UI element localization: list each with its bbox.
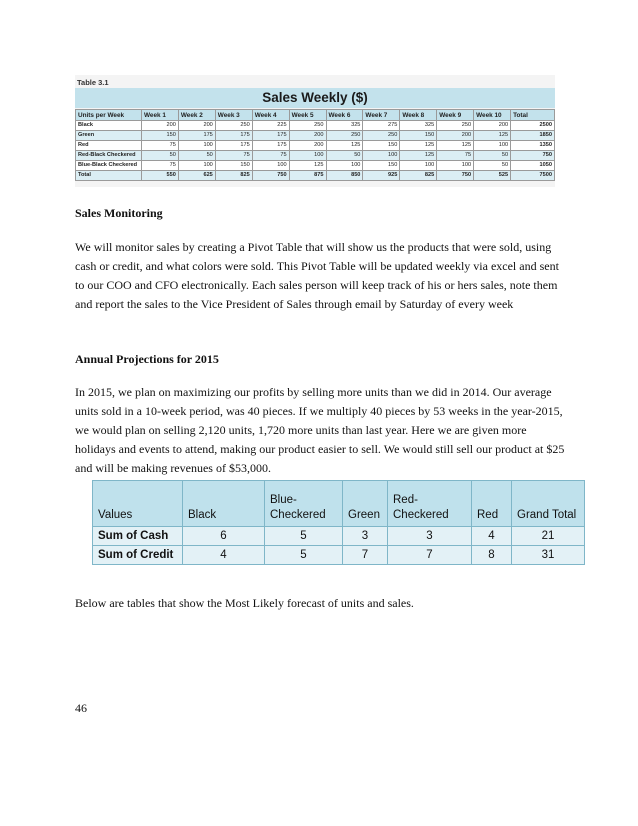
annual-projections-paragraph: In 2015, we plan on maximizing our profits by selling more units than we did in 2014. Our average units sold in a 10-week period, was 40 pieces. If we multiply 40 pieces by 53 weeks in the year-2015, we would plan on selling 2,120 units, 1,720 more units than last year. Here we are given more holidays and events to attend, making our product easier to sell. We would still sell our product at $25 and will be making revenues of $53,000.: [75, 385, 565, 475]
header-cell: Week 2: [178, 110, 215, 121]
table-cell: 200: [437, 131, 474, 141]
closing-paragraph: Below are tables that show the Most Likely forecast of units and sales.: [75, 596, 414, 610]
table-cell: 100: [437, 161, 474, 171]
pivot-header-green: Green: [343, 481, 388, 527]
table-cell: 1350: [511, 141, 555, 151]
pivot-cell: 31: [512, 546, 585, 565]
table-cell: 125: [326, 141, 363, 151]
table-cell: 625: [178, 171, 215, 181]
table-cell: 250: [437, 121, 474, 131]
header-cell: Units per Week: [76, 110, 142, 121]
table-cell: 200: [178, 121, 215, 131]
table-cell: 750: [511, 151, 555, 161]
table-row-total: [76, 171, 555, 181]
table-cell: 100: [363, 151, 400, 161]
table-cell: 100: [178, 141, 215, 151]
table-cell: 825: [400, 171, 437, 181]
table-row: [76, 151, 555, 161]
table-cell: 100: [178, 161, 215, 171]
header-cell: Week 3: [215, 110, 252, 121]
pivot-header-red: Red: [472, 481, 512, 527]
pivot-header-grand-total: Grand Total: [512, 481, 585, 527]
pivot-cell: 3: [388, 527, 472, 546]
table-cell: 7500: [511, 171, 555, 181]
table-cell: 750: [252, 171, 289, 181]
pivot-cell: 4: [183, 546, 265, 565]
table-caption: Table 3.1: [77, 78, 109, 87]
table-cell: 50: [141, 151, 178, 161]
pivot-cell: 4: [472, 527, 512, 546]
table-cell: 825: [215, 171, 252, 181]
table-cell: 550: [141, 171, 178, 181]
table-cell: 525: [474, 171, 511, 181]
pivot-row: [93, 527, 585, 546]
table-3-1: [75, 75, 555, 187]
table-cell: 175: [252, 131, 289, 141]
row-label: Total: [76, 171, 142, 181]
table-cell: 100: [400, 161, 437, 171]
header-line: Checkered: [393, 509, 449, 521]
table-row: [76, 121, 555, 131]
table-cell: 75: [437, 151, 474, 161]
table-header-row: [76, 110, 555, 121]
pivot-table: [92, 480, 585, 565]
table-title: Sales Weekly ($): [75, 88, 555, 108]
header-cell: Week 4: [252, 110, 289, 121]
page-number: 46: [75, 701, 87, 715]
header-cell: Week 5: [289, 110, 326, 121]
table-cell: 125: [289, 161, 326, 171]
row-label: Green: [76, 131, 142, 141]
header-cell: Week 6: [326, 110, 363, 121]
table-cell: 175: [178, 131, 215, 141]
pivot-row-label: Sum of Credit: [93, 546, 183, 565]
table-cell: 325: [400, 121, 437, 131]
table-cell: 50: [474, 151, 511, 161]
table-cell: 250: [326, 131, 363, 141]
table-cell: 175: [215, 141, 252, 151]
table-cell: 200: [289, 131, 326, 141]
table-cell: 75: [141, 161, 178, 171]
header-line: Checkered: [270, 509, 326, 521]
table-cell: 125: [400, 141, 437, 151]
row-label: Black: [76, 121, 142, 131]
table-cell: 50: [474, 161, 511, 171]
table-cell: 250: [215, 121, 252, 131]
row-label: Red-Black Checkered: [76, 151, 142, 161]
table-cell: 225: [252, 121, 289, 131]
pivot-cell: 7: [343, 546, 388, 565]
row-label: Red: [76, 141, 142, 151]
pivot-header-black: Black: [183, 481, 265, 527]
table-cell: 150: [363, 141, 400, 151]
pivot-row-label: Sum of Cash: [93, 527, 183, 546]
table-cell: 200: [474, 121, 511, 131]
table-cell: 50: [326, 151, 363, 161]
table-cell: 100: [326, 161, 363, 171]
pivot-cell: 3: [343, 527, 388, 546]
pivot-row: [93, 546, 585, 565]
header-line: Blue-: [270, 494, 297, 506]
pivot-header-red-checkered: [388, 481, 472, 527]
table-cell: 150: [215, 161, 252, 171]
table-cell: 850: [326, 171, 363, 181]
table-cell: 175: [215, 131, 252, 141]
table-cell: 150: [400, 131, 437, 141]
table-row: [76, 131, 555, 141]
table-cell: 275: [363, 121, 400, 131]
table-row: [76, 141, 555, 151]
row-label: Blue-Black Checkered: [76, 161, 142, 171]
table-cell: 150: [141, 131, 178, 141]
table-cell: 1850: [511, 131, 555, 141]
table-cell: 75: [252, 151, 289, 161]
sales-monitoring-heading: Sales Monitoring: [75, 206, 163, 220]
header-line: Red-: [393, 494, 418, 506]
table-cell: 750: [437, 171, 474, 181]
header-cell: Week 10: [474, 110, 511, 121]
pivot-header-blue-checkered: [265, 481, 343, 527]
header-cell: Week 7: [363, 110, 400, 121]
table-cell: 200: [141, 121, 178, 131]
pivot-header-values: Values: [93, 481, 183, 527]
table-cell: 100: [252, 161, 289, 171]
table-cell: 100: [474, 141, 511, 151]
header-cell: Week 8: [400, 110, 437, 121]
header-cell: Total: [511, 110, 555, 121]
table-cell: 1050: [511, 161, 555, 171]
table-cell: 125: [474, 131, 511, 141]
sales-weekly-table: [75, 109, 555, 181]
pivot-cell: 5: [265, 546, 343, 565]
table-cell: 250: [289, 121, 326, 131]
pivot-cell: 7: [388, 546, 472, 565]
table-cell: 50: [178, 151, 215, 161]
pivot-cell: 8: [472, 546, 512, 565]
table-row: [76, 161, 555, 171]
table-cell: 75: [215, 151, 252, 161]
pivot-header-row: [93, 481, 585, 527]
table-cell: 325: [326, 121, 363, 131]
pivot-cell: 5: [265, 527, 343, 546]
table-cell: 175: [252, 141, 289, 151]
table-cell: 150: [363, 161, 400, 171]
sales-monitoring-paragraph: We will monitor sales by creating a Pivot Table that will show us the products that were sold, using cash or credit, and what colors were sold. This Pivot Table will be updated weekly via excel and sent to our COO and CFO electronically. Each sales person will keep track of his or hers sales, note them and report the sales to the Vice President of Sales through email by Saturday of every week: [75, 240, 559, 311]
table-cell: 925: [363, 171, 400, 181]
table-cell: 200: [289, 141, 326, 151]
table-cell: 100: [289, 151, 326, 161]
table-cell: 125: [400, 151, 437, 161]
header-cell: Week 1: [141, 110, 178, 121]
table-cell: 125: [437, 141, 474, 151]
table-cell: 2500: [511, 121, 555, 131]
table-cell: 250: [363, 131, 400, 141]
table-cell: 75: [141, 141, 178, 151]
pivot-cell: 6: [183, 527, 265, 546]
annual-projections-heading: Annual Projections for 2015: [75, 352, 219, 366]
pivot-cell: 21: [512, 527, 585, 546]
header-cell: Week 9: [437, 110, 474, 121]
table-cell: 875: [289, 171, 326, 181]
